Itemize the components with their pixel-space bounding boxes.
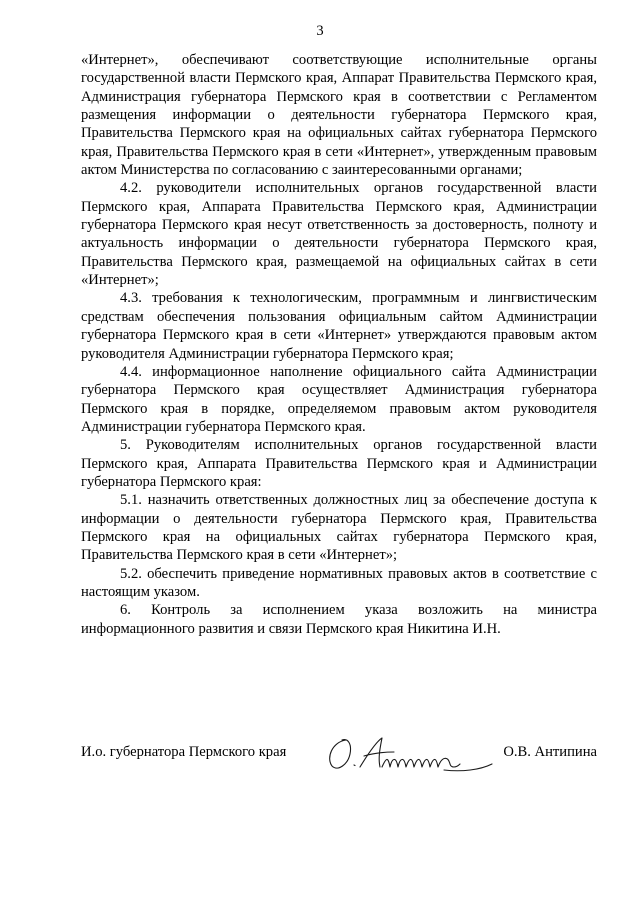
handwritten-signature bbox=[324, 734, 494, 774]
signature-block bbox=[81, 734, 597, 784]
paragraph-5: 5. Руководителям исполнительных органов государственной власти Пермского края, Аппарата Правительства Пермского края и Администрации губернатора Пермского края: bbox=[81, 437, 597, 490]
signer-name: О.В. Антипина bbox=[503, 744, 597, 760]
document-body bbox=[81, 51, 597, 638]
paragraph-4-3: 4.3. требования к технологическим, программным и лингвистическим средствам обеспечения пользования официальным сайтом Администрации губернатора Пермского края в сети «Интернет» утверждаются правовым актом руководителя Администрации губернатора Пермского края; bbox=[81, 290, 597, 362]
paragraph-5-1: 5.1. назначить ответственных должностных лиц за обеспечение доступа к информации о деятельности губернатора Пермского края, Правительства Пермского края на официальных сайтах губернатора Пермского края, Правительства Пермского края в сети «Интернет»; bbox=[81, 492, 597, 564]
signer-title: И.о. губернатора Пермского края bbox=[81, 744, 287, 760]
paragraph-5-2: 5.2. обеспечить приведение нормативных правовых актов в соответствие с настоящим указом. bbox=[81, 565, 597, 600]
paragraph-6: 6. Контроль за исполнением указа возложить на министра информационного развития и связи Пермского края Никитина И.Н. bbox=[81, 602, 597, 637]
paragraph-4-4: 4.4. информационное наполнение официального сайта Администрации губернатора Пермского края осуществляет Администрация губернатора Пермского края в порядке, определяемом правовым актом руководителя Администрации губернатора Пермского края. bbox=[81, 363, 597, 435]
paragraph-4-2: 4.2. руководители исполнительных органов государственной власти Пермского края, Аппарата Правительства Пермского края, Администрации губернатора Пермского края несут ответственность за достоверность, полноту и актуальность информации о деятельности губернатора Пермского края, Правительства Пермского края, размещаемой на официальных сайтах в сети «Интернет»; bbox=[81, 180, 597, 289]
page-number: 3 bbox=[316, 23, 324, 39]
paragraph-continuation: «Интернет», обеспечивают соответствующие исполнительные органы государственной власти Пермского края, Аппарат Правительства Пермского края, Администрация губернатора Пермского края в соответствии с Регламентом размещения информации о деятельности губернатора Пермского края, Правительства Пермского края на официальных сайтах губернатора Пермского края, Правительства Пермского края в сети «Интернет», утвержденным правовым актом Министерства по согласованию с заинтересованными органами; bbox=[81, 52, 597, 179]
